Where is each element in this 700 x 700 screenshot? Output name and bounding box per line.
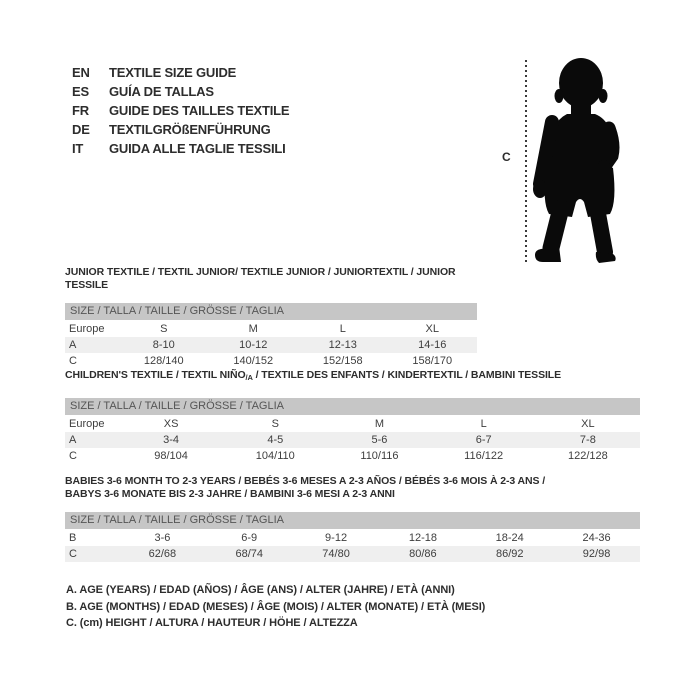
size-value-cell: 9-12 [325,532,348,544]
size-value-cell: 18-24 [495,532,524,544]
language-row [72,82,289,101]
section-title-line: JUNIOR TEXTILE / TEXTIL JUNIOR/ TEXTILE JUNIOR / JUNIORTEXTIL / JUNIOR TESSILE [65,266,456,291]
size-value-cell: XL [581,418,595,430]
legend-line: A. AGE (YEARS) / EDAD (AÑOS) / ÂGE (ANS) / ALTER (JAHRE) / ETÀ (ANNI) [66,584,455,596]
size-value-cell: M [248,323,258,335]
size-value-cell: 4-5 [267,434,284,446]
language-label: TEXTILE SIZE GUIDE [109,65,237,80]
section-title-line: BABYS 3-6 MONATE BIS 2-3 JAHRE / BAMBINI 3-6 MESI A 2-3 ANNI [65,488,395,500]
size-value-cell: 3-6 [154,532,171,544]
language-row [72,101,289,120]
size-value-cell: XL [425,323,439,335]
row-label: A [69,339,77,351]
size-value-cell: 3-4 [163,434,180,446]
language-row [72,63,289,82]
table-row [65,546,640,562]
junior-size-table [65,321,477,369]
size-value-cell: 62/68 [148,548,177,560]
size-value-cell: 14-16 [418,339,447,351]
size-value-cell: XS [163,418,179,430]
size-value-cell: 98/104 [154,450,188,462]
language-row [72,139,289,158]
size-value-cell: 92/98 [582,548,611,560]
table-row [65,321,477,337]
section-title-junior [65,266,477,292]
size-value-cell: L [480,418,487,430]
row-label: B [69,532,77,544]
language-label: GUIDA ALLE TAGLIE TESSILI [109,141,286,156]
table-row [65,416,640,432]
language-label: TEXTILGRÖßENFÜHRUNG [109,122,271,137]
section-title-line: CHILDREN'S TEXTILE / TEXTIL $NIÑO_{/A}$ / TEXTILE DES ENFANTS / KINDERTEXTIL / BAMBINI TESSILE [65,369,562,382]
height-dotted-line [525,60,527,262]
size-value-cell: 5-6 [371,434,388,446]
row-label: Europe [69,323,105,335]
row-label: C [69,355,77,367]
size-value-cell: 116/122 [464,450,504,462]
row-label: C [69,548,77,560]
size-value-cell: 152/158 [322,355,363,367]
size-value-cell: 10-12 [239,339,268,351]
size-value-cell: 158/170 [412,355,453,367]
legend-line: B. AGE (MONTHS) / EDAD (MESES) / ÂGE (MOIS) / ALTER (MONATE) / ETÀ (MESI) [66,600,486,613]
row-label: Europe [69,418,105,430]
size-value-cell: 140/152 [233,355,274,367]
baby-silhouette-icon [533,56,626,264]
size-header-bar: SIZE / TALLA / TAILLE / GRÖSSE / TAGLIA [65,303,477,321]
language-code: EN [72,65,90,80]
language-code: IT [72,141,84,156]
size-value-cell: M [374,418,385,430]
size-value-cell: 110/116 [360,450,399,462]
section-title-babies [65,475,640,501]
language-label: GUÍA DE TALLAS [109,84,214,99]
childrens-textile-section [65,369,640,464]
legend-line: C. (cm) HEIGHT / ALTURA / HAUTEUR / HÖHE / ALTEZZA [66,617,358,629]
size-value-cell: 12-13 [328,339,357,351]
table-row [65,448,640,464]
size-value-cell: 68/74 [235,548,263,560]
size-value-cell: 7-8 [579,434,596,446]
size-value-cell: 6-7 [475,434,492,446]
size-value-cell: S [160,323,168,335]
size-value-cell: 128/140 [143,355,184,367]
section-title-children [65,369,640,384]
row-label: C [69,450,77,462]
babies-textile-section [65,475,640,562]
language-code: FR [72,103,89,118]
language-row [72,120,289,139]
size-value-cell: 24-36 [582,532,611,544]
size-header-bar: SIZE / TALLA / TAILLE / GRÖSSE / TAGLIA [65,512,640,530]
size-value-cell: 8-10 [152,339,175,351]
table-row [65,337,477,353]
table-row [65,530,640,546]
size-value-cell: 12-18 [408,532,437,544]
size-value-cell: 80/86 [409,548,437,560]
size-header-bar: SIZE / TALLA / TAILLE / GRÖSSE / TAGLIA [65,398,640,416]
size-value-cell: 104/110 [255,450,295,462]
language-code: DE [72,122,90,137]
row-label: A [69,434,77,446]
language-list [72,63,289,158]
babies-size-table [65,530,640,562]
size-value-cell: 6-9 [241,532,258,544]
size-value-cell: L [339,323,346,335]
size-value-cell: 74/80 [322,548,350,560]
language-code: ES [72,84,89,99]
size-value-cell: S [271,418,279,430]
legend [66,582,485,632]
childrens-size-table [65,416,640,464]
size-value-cell: 86/92 [495,548,524,560]
table-row [65,432,640,448]
size-value-cell: 122/128 [567,450,608,462]
height-measure-label: C [502,150,511,164]
table-row [65,353,477,369]
section-title-line: BABIES 3-6 MONTH TO 2-3 YEARS / BEBÉS 3-6 MESES A 2-3 AÑOS / BÉBÉS 3-6 MOIS À 2-3 ANS / [65,475,546,487]
baby-figure [500,54,635,269]
junior-textile-section [65,266,477,369]
language-label: GUIDE DES TAILLES TEXTILE [109,103,290,118]
